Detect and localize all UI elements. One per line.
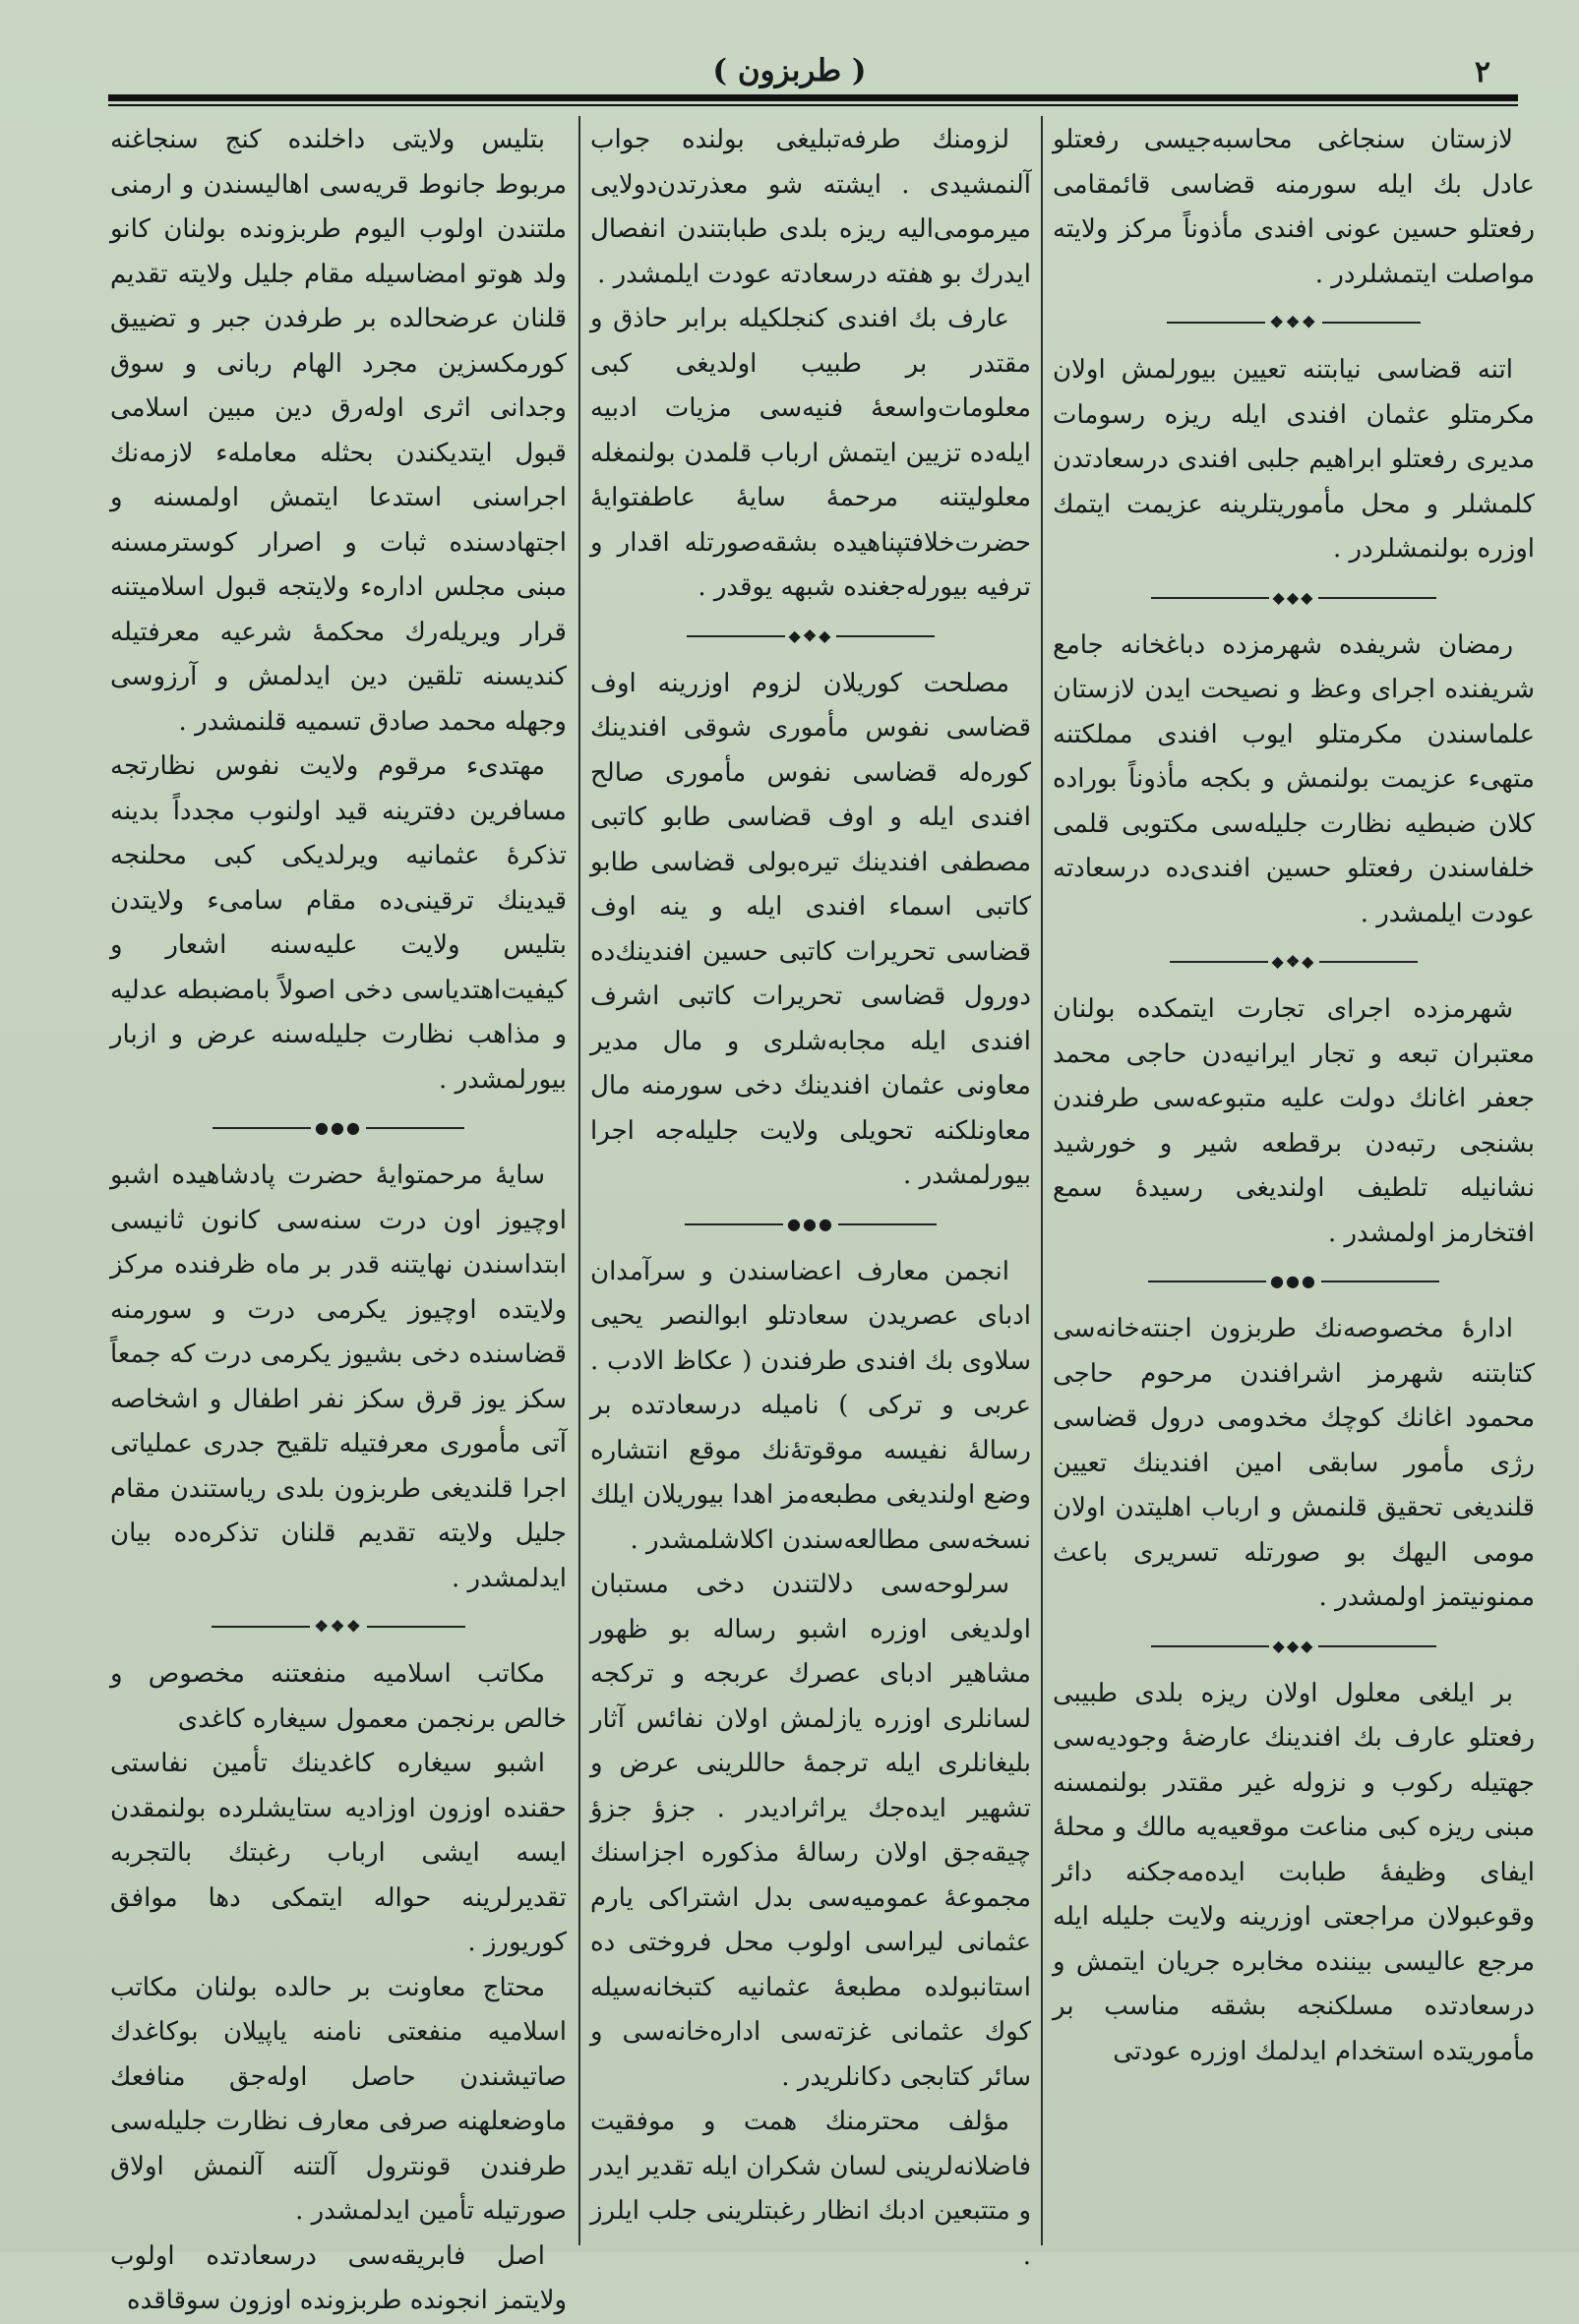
news-item <box>1053 1307 1535 1621</box>
article-text: رمضان شریفده شهرمزده دباغخانه جامع شریفنده اجرای وعظ و نصیحت ایدن لازستان علماسندن مکرمتلو ایوب افندی مملکتنه متهیء عزیمت بولنمش و بکجه مأذوناً بوراده کلان ضبطیه نظارت جلیله‌سی مکتوبی قلمی خلفاسندن رفعتلو حسین افندی‌ده درسعادته عودت ایلمشدر . <box>1053 629 1535 928</box>
article-text: بتلیس ولایتی داخلنده کنج سنجاغنه مربوط جانوط قریه‌سی اهالیسندن و ارمنی ملتندن اولوب الیوم طربزونده بولنان کانو ولد هوتو امضاسیله مقام جلیل ولایته تقدیم قلنان عرضحالده بر طرفدن جبر و تضییق کورمکسزین مجرد الهام ربانی و سوق وجدانی اثری اوله‌رق دین مبین اسلامی قبول ایتدیکندن بحثله معامله‌ء لازمه‌نك اجراسنی استدعا ایتمش اولمسنه و اجتهادسنده ثبات و اصرار کوسترمسنه مبنی مجلس اداره‌ء ولایتجه قبول اسلامیتنه قرار ویریله‌رك محکمهٔ شرعیه معرفتیله کندیسنه تلقین دین ایدلمش و آرزوسی وجهله محمد صادق تسمیه قلنمشدر . <box>110 125 567 737</box>
news-item <box>1053 118 1535 297</box>
news-item <box>1053 987 1535 1256</box>
article-text: ادارهٔ مخصوصه‌نك طربزون اجنته‌خانه‌سی کتابتنه شهرمز اشرافندن مرحوم حاجی محمود اغانك کوچك مخدومی درول قضاسی رژی مأمور سابقی امین افندینك تعیین قلندیغی تحقیق قلنمش و ارباب اهلیتدن اولان مومی الیهك بو صورتله تسریری باعث ممنونیتمز اولمشدر . <box>1053 1314 1535 1612</box>
news-item <box>110 745 567 1102</box>
column-left <box>110 118 567 2315</box>
news-item <box>590 662 1031 1199</box>
news-item <box>110 1154 567 1601</box>
ornament-divider <box>1053 580 1535 616</box>
ornament-divider <box>1053 1264 1535 1299</box>
news-item <box>590 1250 1031 1564</box>
article-text: بر ایلغی معلول اولان ریزه بلدی طبیبی رفعتلو عارف بك افندینك عارضهٔ وجودیه‌سی جهتیله رکوب و نزوله غیر مقتدر بولنمسنه مبنی ریزه کبی مناعت موقعیه‌یه مالك و محلهٔ ایفای وظیفهٔ طبابت ایده‌مه‌جکنه دائر وقوعبولان مراجعتی اوزرینه ولایت جلیله ایله مرجع عالیسی بیننده مخابره جریان ایتمش و درسعادتده مسلکنجه بشقه مناسب بر مأموریتده استخدام ایدلمك اوزره عودتی <box>1053 1678 1535 2066</box>
column-right <box>1053 118 1535 2242</box>
newspaper-title: ( طربزون ) <box>712 53 867 89</box>
article-text: سایهٔ مرحمتوایهٔ حضرت پادشاهیده اشبو اوچیوز اون درت سنه‌سی کانون ثانیسی ابتداسندن نهایتنه قدر بر ماه ظرفنده مرکز ولایتده اوچیوز یکرمی درت و سورمنه قضاسنده دخی بشیوز یکرمی درت که جمعاً سکز یوز قرق سکز نفر اطفال و اشخاصه آتی مأموری معرفتیله تلقیح جدری عملیاتی اجرا قلندیغی طربزون بلدی ریاستندن مقام جلیل ولایته تقدیم قلنان تذکره‌ده بیان ایدلمشدر . <box>110 1161 567 1593</box>
article-text: مهتدیء مرقوم ولایت نفوس نظارتجه مسافرین دفترینه قید اولنوب مجدداً بدینه تذکرهٔ عثمانیه ویرلدیکی کبی محلنجه قیدینك ترقینی‌ده مقام سامیء ولایتدن بتلیس ولایت علیه‌سنه اشعار و کیفیت‌اهتدیاسی دخی اصولاً بامضبطه عدلیه و مذاهب نظارت جلیله‌سنه عرض و ازبار بیورلمشدر . <box>110 751 567 1095</box>
article-text: اشبو سیغاره کاغدینك تأمین نفاستی حقنده اوزون اوزادیه ستایشلرده بولنمقدن ایسه ایشی ارباب رغبتك بالتجربه تقدیرلرینه حواله ایتمکی دها موافق کوریورز . <box>110 1749 567 1957</box>
masthead <box>0 49 1579 98</box>
ornament-divider <box>590 1207 1031 1242</box>
ornament-divider <box>1053 1629 1535 1664</box>
article-text: مصلحت کوریلان لزوم اوزرینه اوف قضاسی نفوس مأموری شوقی افندینك کوره‌له قضاسی نفوس مأموری صالح افندی ایله و اوف قضاسی طابو کاتبی مصطفی افندینك تیره‌بولی قضاسی طابو کاتبی اسماء افندی ایله و ینه اوف قضاسی تحریرات کاتبی حسین افندینك‌ده دورول قضاسی تحریرات کاتبی اشرف افندی ایله مجابه‌شلری و مال مدیر معاونی عثمان افندینك دخی سورمنه مال معاونلکنه تحویلی ولایت جلیله‌جه اجرا بیورلمشدر . <box>590 668 1031 1190</box>
column-middle <box>590 118 1031 2271</box>
ornament-knot-icon: ❖❖❖ <box>1269 313 1318 332</box>
news-item <box>1053 1672 1535 2075</box>
page-number: ٢ <box>1474 55 1490 89</box>
article-text: عارف بك افندی کنجلکیله برابر حاذق و مقتدر بر طبیب اولدیغی کبی معلومات‌واسعهٔ فنیه‌سی مزیات ادبیه ایله‌ده تزیین ایتمش ارباب قلمدن بولنمغله معلولیتنه مرحمهٔ سایهٔ عاطفتوایهٔ حضرت‌خلافتپناهیده بشقه‌صورتله اقدار و ترفیه بیورله‌جغنده شبهه یوقدر . <box>590 304 1031 602</box>
ornament-knot-icon: ●●● <box>787 1214 834 1233</box>
ornament-divider <box>1053 944 1535 980</box>
article-text: لازستان سنجاغی محاسبه‌جیسی رفعتلو عادل بك ایله سورمنه قضاسی قائمقامی رفعتلو حسین عونی افندی مأذوناً مرکز ولایته مواصلت ایتمشلردر . <box>1053 125 1535 289</box>
news-item <box>590 297 1031 611</box>
ornament-divider <box>1053 305 1535 340</box>
ornament-knot-icon: ◆❖◆ <box>1271 952 1316 972</box>
ornament-divider <box>590 619 1031 654</box>
news-item <box>110 1742 567 1966</box>
news-item <box>1053 624 1535 937</box>
news-item <box>110 2235 567 2324</box>
news-item <box>590 118 1031 297</box>
news-item <box>590 2100 1031 2279</box>
news-item <box>110 118 567 745</box>
article-heading: مکاتب اسلامیه منفعتنه مخصوص و خالص برنجمن معمول سیغاره کاغدی <box>110 1659 567 1734</box>
column-divider-right <box>1041 116 1043 2245</box>
column-divider-left <box>578 116 580 2245</box>
ornament-divider <box>110 1609 567 1644</box>
ornament-knot-icon: ●●● <box>1270 1272 1317 1291</box>
ornament-knot-icon: ●●● <box>315 1118 362 1138</box>
article-text: لزومنك طرفه‌تبلیغی بولنده جواب آلنمشیدی . ایشته شو معذرتدن‌دولایی میرمومی‌الیه ریزه بلدی طبابتندن انفصال ایدرك بو هفته درسعادته عودت ایلمشدر . <box>590 125 1031 289</box>
news-item <box>590 1563 1031 2100</box>
article-text: مؤلف محترمنك همت و موفقیت فاضلانه‌لرینی لسان شکران ایله تقدیر ایدر و متتبعین ادبك انظار رغبتلرینی جلب ایلرز . <box>590 2107 1031 2271</box>
article-text: اصل فابریقه‌سی درسعادتده اولوب ولایتمز انجونده طربزونده اوزون سوقاقده <box>110 2240 567 2315</box>
ornament-divider <box>110 1110 567 1146</box>
article-text: اتنه قضاسی نیابتنه تعیین بیورلمش اولان مکرمتلو عثمان افندی ایله ریزه رسومات مدیری رفعتلو ابراهیم جلبی افندی درسعادتدن کلمشلر و محل مأموریتلرینه عزیمت ایتمك اوزره بولنمشلردر . <box>1053 355 1535 564</box>
header-rule-thin <box>108 104 1518 106</box>
ornament-knot-icon: ◆◆◆ <box>1272 587 1315 607</box>
ornament-knot-icon: ◆◆◆ <box>1272 1636 1315 1655</box>
ornament-knot-icon: ◆❖◆ <box>788 626 833 645</box>
header-rule-thick <box>108 94 1518 101</box>
article-text: محتاج معاونت بر حالده بولنان مکاتب اسلامیه منفعتی نامنه یاپیلان بوکاغدك صاتیشندن حاصل اوله‌جق منافعك ماوضعلهنه صرفی معارف نظارت جلیله‌سی طرفندن قونترول آلتنه آلنمش اولاق صورتیله تأمین ایدلمشدر . <box>110 1972 567 2226</box>
article-text: انجمن معارف اعضاسندن و سرآمدان ادبای عصریدن سعادتلو ابوالنصر یحیی سلاوی بك افندی طرفندن ( عکاظ الادب . عربی و ترکی ) نامیله درسعادتده بر رسالهٔ نفیسه موقوتهٔ‌نك موقع انتشاره وضع اولندیغی مطبعه‌مز اهدا بیوریلان ایلك نسخه‌سی مطالعه‌سندن اکلاشلمشدر . <box>590 1256 1031 1555</box>
article-text: شهرمزده اجرای تجارت ایتمکده بولنان معتبران تبعه و تجار ایرانیه‌دن حاجی محمد جعفر اغانك دولت علیه متبوعه‌سی طرفندن بشنجی رتبه‌دن برقطعه شیر و خورشید نشانیله تلطیف اولندیغی رسیدهٔ سمع افتخارمز اولمشدر . <box>1053 994 1535 1248</box>
news-item <box>1053 348 1535 572</box>
ornament-knot-icon: ❖❖❖ <box>314 1617 363 1637</box>
news-item <box>110 1652 567 1742</box>
news-item <box>110 1966 567 2235</box>
article-text: سرلوحه‌سی دلالتندن دخی مستبان اولدیغی اوزره اشبو رساله بو ظهور مشاهیر ادبای عصرك عربجه و ترکجه لسانلری اوزره یازلمش اولان نفائس آثار بلیغانلری ایله ترجمهٔ حاللرینی عرض و تشهیر ایده‌جك یراثرادیدر . جزؤ جزؤ چیقه‌جق اولان رسالهٔ مذکوره اجزاسنك مجموعهٔ عمومیه‌سی بدل اشتراکی یارم عثمانی لیراسی اولوب محل فروختی ده استانبولده مطبعهٔ عثمانیه کتبخانه‌سیله کوك عثمانی غزته‌سی اداره‌خانه‌سی و سائر کتابجی دکانلریدر . <box>590 1570 1031 2092</box>
